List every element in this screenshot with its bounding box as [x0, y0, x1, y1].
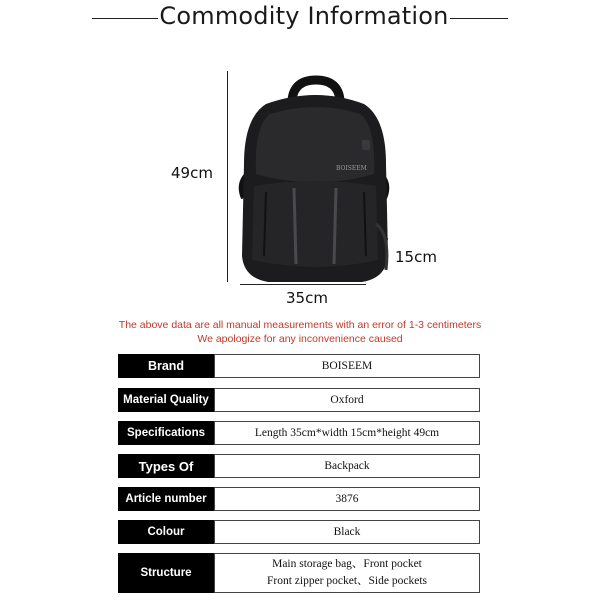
table-row — [118, 487, 482, 511]
table-row — [118, 553, 482, 593]
spec-value-material: Oxford — [214, 388, 480, 412]
spec-label-colour: Colour — [118, 520, 214, 544]
width-dimension-label: 35cm — [286, 289, 328, 307]
spec-value-structure — [214, 553, 480, 593]
spec-label-brand: Brand — [118, 354, 214, 378]
table-row — [118, 520, 482, 544]
table-row — [118, 421, 482, 445]
page-title: Commodity Information — [159, 2, 449, 30]
spec-label-material: Material Quality — [118, 388, 214, 412]
height-dimension-line — [227, 71, 228, 282]
table-row — [118, 388, 482, 412]
structure-line-1: Main storage bag、Front pocket — [272, 558, 422, 570]
product-figure — [0, 60, 600, 310]
table-row — [118, 454, 482, 478]
backpack-image — [236, 74, 392, 286]
spec-label-structure: Structure — [118, 553, 214, 593]
backpack-logo-text: BOISEEM — [336, 165, 367, 172]
note-line-2: We apologize for any inconvenience caused — [197, 333, 403, 345]
note-line-1: The above data are all manual measurements with an error of 1-3 centimeters — [118, 319, 482, 331]
title-divider-right — [450, 18, 508, 19]
table-row — [118, 354, 482, 378]
spec-value-colour: Black — [214, 520, 480, 544]
structure-line-2: Front zipper pocket、Side pockets — [266, 575, 427, 587]
spec-value-article-number: 3876 — [214, 487, 480, 511]
depth-dimension-label: 15cm — [395, 248, 437, 266]
title-divider-left — [92, 18, 158, 19]
spec-label-article-number: Article number — [118, 487, 214, 511]
spec-label-specifications: Specifications — [118, 421, 214, 445]
spec-value-brand: BOISEEM — [214, 354, 480, 378]
spec-value-specifications: Length 35cm*width 15cm*height 49cm — [214, 421, 480, 445]
spec-value-type: Backpack — [214, 454, 480, 478]
spec-label-type: Types Of — [118, 454, 214, 478]
title-row — [0, 2, 600, 34]
measurement-note — [0, 318, 600, 346]
height-dimension-label: 49cm — [171, 164, 213, 182]
